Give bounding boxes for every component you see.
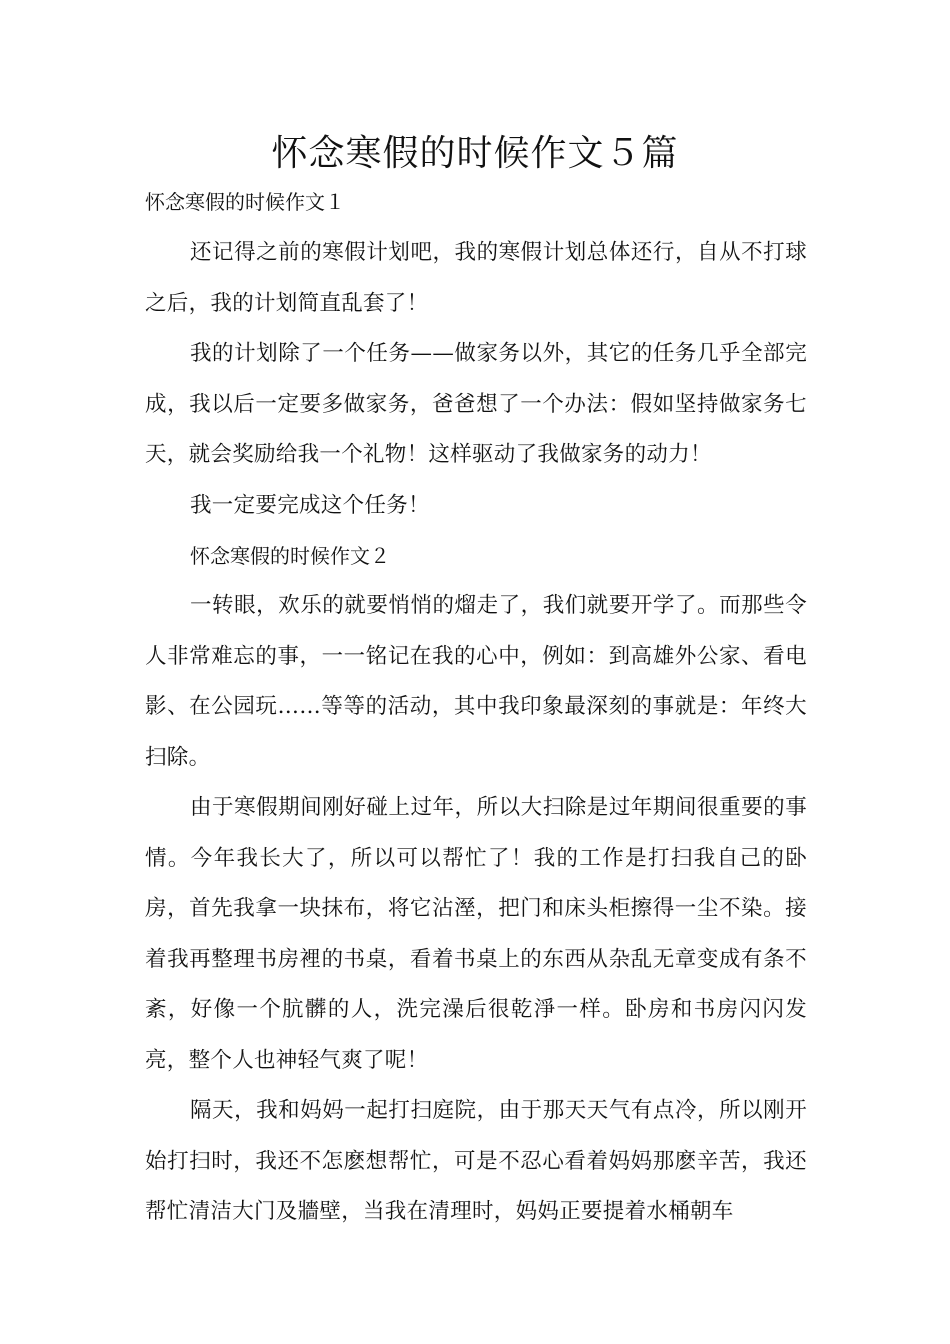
paragraph: 一转眼，欢乐的就要悄悄的熘走了，我们就要开学了。而那些令人非常难忘的事，一一铭记在我的心中，例如：到高雄外公家、看电影、在公园玩……等等的活动，其中我印象最深刻的事就是：年终大扫除。 xyxy=(145,593,807,770)
paragraph: 我一定要完成这个任务！ xyxy=(190,492,430,518)
paragraph: 隔天，我和妈妈一起打扫庭院，由于那天天气有点冷，所以刚开始打扫时，我还不怎麽想帮忙，可是不忍心看着妈妈那麽辛苦，我还帮忙清洁大门及牆壁，当我在清理时，妈妈正要提着水桶朝车 xyxy=(145,1098,807,1224)
paragraph: 由于寒假期间刚好碰上过年，所以大扫除是过年期间很重要的事情。今年我长大了，所以可以帮忙了！我的工作是打扫我自己的卧房，首先我拿一块抹布，将它沾溼，把门和床头柜擦得一尘不染。接着我再整理书房裡的书桌，看着书桌上的东西从杂乱无章变成有条不紊，好像一个肮髒的人，洗完澡后很乾淨一样。卧房和书房闪闪发亮，整个人也神轻气爽了呢！ xyxy=(145,795,807,1073)
section-heading-2: 怀念寒假的时候作文２ xyxy=(190,544,390,568)
document-title: 怀念寒假的时候作文５篇 xyxy=(271,133,679,174)
document-body xyxy=(145,181,807,1238)
paragraph: 还记得之前的寒假计划吧，我的寒假计划总体还行，自从不打球之后，我的计划简直乱套了！ xyxy=(145,240,807,316)
paragraph: 我的计划除了一个任务——做家务以外，其它的任务几乎全部完成，我以后一定要多做家务，爸爸想了一个办法：假如坚持做家务七天，就会奖励给我一个礼物！这样驱动了我做家务的动力！ xyxy=(145,341,807,467)
section-heading-1: 怀念寒假的时候作文１ xyxy=(145,190,345,214)
